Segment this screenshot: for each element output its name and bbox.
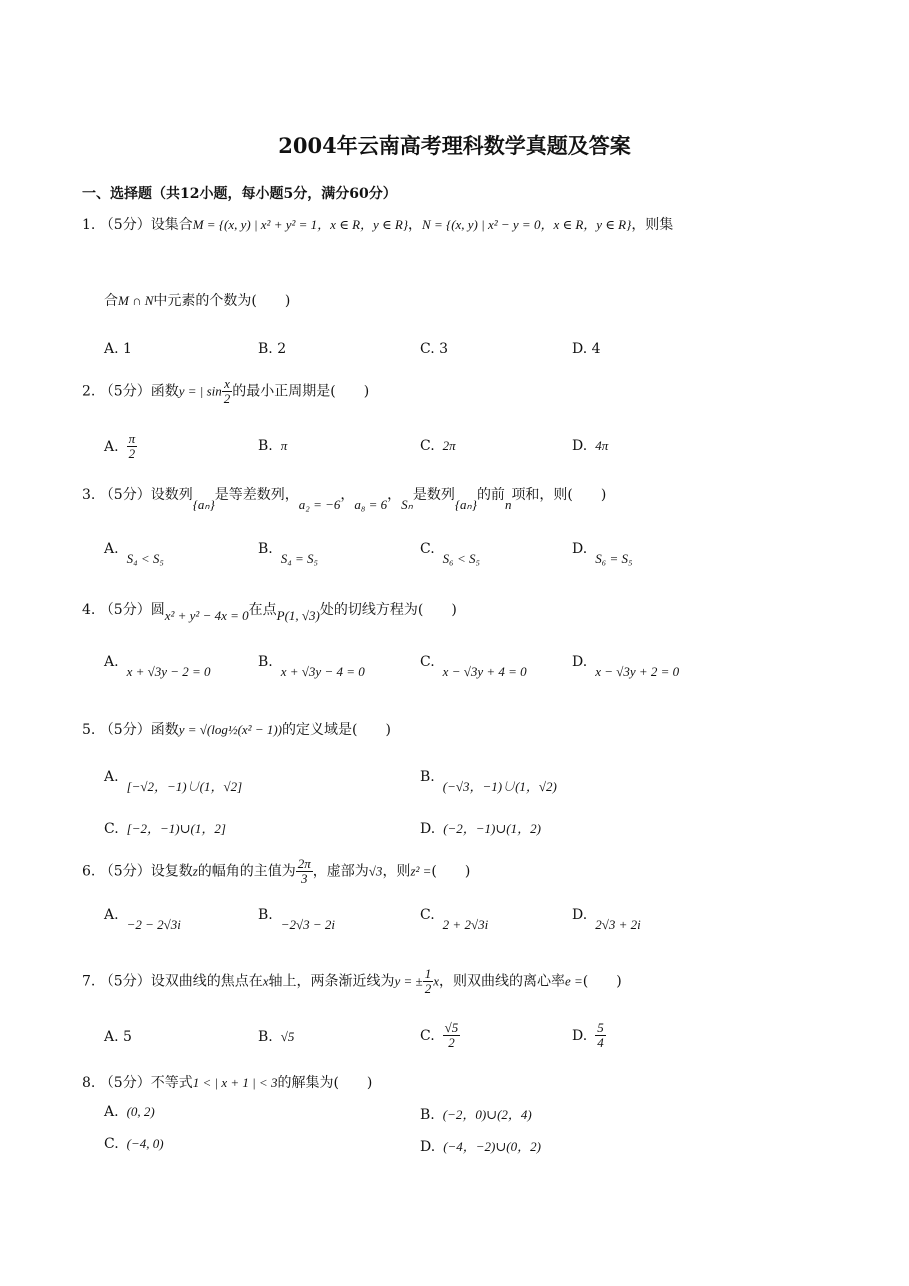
q4-suffix: 处的切线方程为( ) bbox=[319, 602, 457, 618]
q1-suffix: ，则集 bbox=[631, 217, 674, 233]
q7-option-c-num: √5 bbox=[444, 1020, 459, 1035]
q8-inequality: 1 < | x + 1 | < 3 bbox=[192, 1075, 278, 1090]
q5-option-d bbox=[420, 818, 541, 837]
q7-option-d-label: D. bbox=[572, 1027, 588, 1044]
question-8 bbox=[82, 1072, 372, 1092]
q2-option-b bbox=[258, 438, 287, 454]
q7-option-d-den: 4 bbox=[597, 1035, 604, 1050]
q2-frac-num: x bbox=[222, 377, 233, 392]
page-title: 2004年云南高考理科数学真题及答案 bbox=[278, 133, 631, 158]
q7-asym-left: y = ± bbox=[394, 973, 423, 989]
q3-comma-1: ， bbox=[340, 487, 355, 503]
q4-option-a-value: x + √3y − 2 = 0 bbox=[126, 664, 211, 679]
q6-option-c-label: C. bbox=[420, 907, 435, 923]
q7-option-b bbox=[258, 1029, 294, 1045]
q4-option-b bbox=[258, 654, 365, 679]
q5-prefix: 5. （5分）函数 bbox=[82, 722, 179, 738]
q1-option-c: C. 3 bbox=[420, 341, 449, 357]
q2-option-c bbox=[420, 438, 456, 454]
q6-mid-2: ，虚部为 bbox=[312, 863, 369, 880]
q7-mid-2: ，则双曲线的离心率 bbox=[438, 973, 565, 990]
q3-option-a-label: A. bbox=[104, 541, 119, 557]
q4-option-c-value: x − √3y + 4 = 0 bbox=[442, 664, 527, 679]
q8-option-a-label: A. bbox=[104, 1104, 119, 1120]
q7-x: x bbox=[262, 973, 269, 989]
q8-option-a bbox=[104, 1104, 155, 1120]
question-1-line-2 bbox=[104, 290, 290, 310]
q4-mid: 在点 bbox=[248, 602, 277, 618]
question-1-line-1 bbox=[82, 214, 673, 234]
q8-option-d-value: (−4，−2)∪(0，2) bbox=[443, 1139, 541, 1154]
q4-option-b-label: B. bbox=[258, 654, 273, 670]
q3-seq-2: {aₙ} bbox=[454, 497, 477, 512]
q2-option-a bbox=[104, 432, 137, 461]
q5-option-a-value: [−√2，−1)∪(1，√2] bbox=[126, 779, 243, 794]
q4-option-a-label: A. bbox=[104, 654, 119, 670]
q3-prefix: 3. （5分）设数列 bbox=[82, 487, 193, 503]
q4-option-c bbox=[420, 654, 527, 679]
q2-fraction bbox=[222, 377, 233, 406]
q6-mid-3: ，则 bbox=[382, 863, 411, 880]
q4-option-d bbox=[572, 654, 680, 679]
q1-option-b: B. 2 bbox=[258, 341, 287, 357]
q4-point: P(1, √3) bbox=[276, 608, 320, 623]
q2-option-d-label: D. bbox=[572, 438, 588, 454]
q6-option-b-value: −2√3 − 2i bbox=[280, 917, 336, 932]
q5-option-a bbox=[104, 766, 243, 794]
q8-option-a-value: (0, 2) bbox=[126, 1104, 155, 1119]
q3-n: n bbox=[504, 497, 512, 512]
q4-option-c-label: C. bbox=[420, 654, 435, 670]
q5-option-c bbox=[104, 818, 226, 837]
q1-option-a: A. 1 bbox=[104, 341, 132, 357]
q2-option-a-fraction bbox=[127, 432, 138, 461]
q7-frac-den: 2 bbox=[424, 981, 432, 996]
q3-option-b-value: S₄ = S₅ bbox=[280, 551, 319, 566]
q6-z-squared: z² = bbox=[410, 863, 432, 879]
q3-option-a-value: S₄ < S₅ bbox=[126, 551, 164, 566]
q5-option-d-value: (−2，−1)∪(1，2) bbox=[443, 821, 541, 836]
q1-option-d: D. 4 bbox=[572, 341, 601, 357]
q8-option-c-value: (−4, 0) bbox=[126, 1136, 164, 1151]
q7-mid-1: 轴上，两条渐近线为 bbox=[268, 973, 395, 990]
question-4 bbox=[82, 599, 457, 623]
q5-option-c-label: C. bbox=[104, 821, 119, 837]
q8-option-b-label: B. bbox=[420, 1107, 435, 1123]
q2-option-a-den: 2 bbox=[128, 446, 136, 461]
q7-suffix: ( ) bbox=[582, 973, 622, 990]
question-6 bbox=[82, 857, 470, 886]
q3-suffix: 项和，则( ) bbox=[511, 487, 607, 503]
q7-option-c-fraction bbox=[443, 1021, 461, 1050]
q2-prefix: 2. （5分）函数 bbox=[82, 383, 179, 400]
q3-option-c-value: S₆ < S₅ bbox=[442, 551, 480, 566]
q8-option-b bbox=[420, 1104, 532, 1123]
q6-option-c bbox=[420, 907, 489, 932]
q5-option-b-label: B. bbox=[420, 769, 435, 785]
q6-option-c-value: 2 + 2√3i bbox=[442, 917, 489, 932]
q6-option-a-value: −2 − 2√3i bbox=[126, 917, 181, 932]
q3-option-d-label: D. bbox=[572, 541, 588, 557]
q8-option-b-value: (−2，0)∪(2，4) bbox=[442, 1107, 532, 1122]
q6-frac-den: 3 bbox=[301, 871, 308, 886]
q6-fraction bbox=[296, 857, 313, 886]
q6-option-d-label: D. bbox=[572, 907, 588, 923]
q5-option-d-label: D. bbox=[420, 821, 436, 837]
q3-mid-3: 的前 bbox=[476, 487, 505, 503]
q7-option-c-den: 2 bbox=[448, 1035, 455, 1050]
q4-option-b-value: x + √3y − 4 = 0 bbox=[280, 664, 365, 679]
q5-option-c-value: [−2，−1)∪(1，2] bbox=[126, 821, 226, 836]
q5-suffix: 的定义域是( ) bbox=[282, 722, 391, 738]
q6-frac-num: 2π bbox=[297, 856, 311, 871]
q4-circle: x² + y² − 4x = 0 bbox=[164, 608, 249, 623]
q5-option-b bbox=[420, 766, 557, 794]
q3-option-d-value: S₆ = S₅ bbox=[595, 551, 633, 566]
q1-prefix: 1. （5分）设集合 bbox=[82, 217, 193, 233]
q7-frac-num: 1 bbox=[424, 966, 432, 981]
q2-option-c-label: C. bbox=[420, 438, 435, 454]
q1-line2-prefix: 合 bbox=[104, 293, 118, 309]
q4-option-d-label: D. bbox=[572, 654, 588, 670]
q7-option-c-label: C. bbox=[420, 1027, 435, 1044]
q3-option-b-label: B. bbox=[258, 541, 273, 557]
q6-prefix: 6. （5分）设复数 bbox=[82, 863, 193, 880]
q8-suffix: 的解集为( ) bbox=[277, 1075, 373, 1091]
q5-function: y = √(log½(x² − 1)) bbox=[178, 722, 283, 737]
q6-imag: √3 bbox=[368, 863, 383, 879]
q2-option-b-value: π bbox=[280, 438, 288, 453]
q7-prefix: 7. （5分）设双曲线的焦点在 bbox=[82, 973, 263, 990]
q7-option-a: A. 5 bbox=[104, 1029, 132, 1045]
q7-option-d-fraction bbox=[595, 1021, 606, 1050]
q3-option-a bbox=[104, 541, 164, 566]
q8-option-c-label: C. bbox=[104, 1136, 119, 1152]
q3-a2: a₂ = −6 bbox=[298, 497, 341, 512]
q1-line2-suffix: 中元素的个数为( ) bbox=[153, 293, 291, 309]
q2-expr-left: y = | sin bbox=[178, 383, 222, 399]
q7-option-b-label: B. bbox=[258, 1029, 273, 1045]
question-7 bbox=[82, 967, 622, 996]
q2-option-c-value: 2π bbox=[442, 438, 456, 453]
q3-option-d bbox=[572, 541, 633, 566]
q3-seq-1: {aₙ} bbox=[192, 497, 215, 512]
q3-mid-2: 是数列 bbox=[412, 487, 455, 503]
q1-set-m: M = {(x, y) | x² + y² = 1，x ∈ R，y ∈ R} bbox=[192, 217, 409, 232]
q6-option-d-value: 2√3 + 2i bbox=[595, 917, 641, 932]
q2-frac-den: 2 bbox=[223, 391, 231, 406]
q7-asym-right: x bbox=[433, 973, 439, 989]
q7-e: e = bbox=[564, 973, 583, 989]
question-5 bbox=[82, 719, 391, 739]
q7-option-b-value: √5 bbox=[280, 1029, 295, 1044]
q6-mid-1: 的幅角的主值为 bbox=[197, 863, 296, 880]
q3-option-c-label: C. bbox=[420, 541, 435, 557]
q8-option-c bbox=[104, 1136, 164, 1152]
q7-option-c bbox=[420, 1021, 460, 1050]
q2-option-a-label: A. bbox=[104, 438, 119, 455]
q8-prefix: 8. （5分）不等式 bbox=[82, 1075, 193, 1091]
q3-comma-2: ， bbox=[387, 487, 402, 503]
q1-sep: ， bbox=[408, 217, 423, 233]
q2-option-d-value: 4π bbox=[595, 438, 609, 453]
q5-option-a-label: A. bbox=[104, 769, 119, 785]
q6-z: z bbox=[192, 863, 198, 879]
question-3 bbox=[82, 484, 607, 512]
q1-set-n: N = {(x, y) | x² − y = 0，x ∈ R，y ∈ R} bbox=[422, 217, 632, 232]
q5-option-b-value: (−√3，−1)∪(1，√2) bbox=[442, 779, 557, 794]
q4-option-d-value: x − √3y + 2 = 0 bbox=[595, 664, 680, 679]
q7-fraction bbox=[423, 967, 434, 996]
q3-a8: a₈ = 6 bbox=[354, 497, 388, 512]
q6-option-d bbox=[572, 907, 641, 932]
q6-option-b-label: B. bbox=[258, 907, 273, 923]
question-2 bbox=[82, 377, 369, 406]
q1-expr: M ∩ N bbox=[118, 293, 154, 308]
q6-suffix: ( ) bbox=[431, 863, 471, 880]
q2-option-a-num: π bbox=[128, 431, 136, 446]
q3-option-b bbox=[258, 541, 319, 566]
q2-option-d bbox=[572, 438, 608, 454]
q4-prefix: 4. （5分）圆 bbox=[82, 602, 165, 618]
q3-option-c bbox=[420, 541, 480, 566]
section-heading: 一、选择题（共12小题，每小题5分，满分60分） bbox=[82, 186, 397, 202]
q7-option-d bbox=[572, 1021, 606, 1050]
q7-option-d-num: 5 bbox=[597, 1020, 604, 1035]
q8-option-d-label: D. bbox=[420, 1139, 436, 1155]
q6-option-a-label: A. bbox=[104, 907, 119, 923]
q2-suffix: 的最小正周期是( ) bbox=[232, 383, 370, 400]
q4-option-a bbox=[104, 654, 211, 679]
q6-option-a bbox=[104, 907, 181, 932]
q8-option-d bbox=[420, 1136, 541, 1155]
q2-option-b-label: B. bbox=[258, 438, 273, 454]
q3-sn: Sₙ bbox=[401, 497, 413, 512]
q3-mid-1: 是等差数列， bbox=[214, 487, 299, 503]
q6-option-b bbox=[258, 907, 336, 932]
